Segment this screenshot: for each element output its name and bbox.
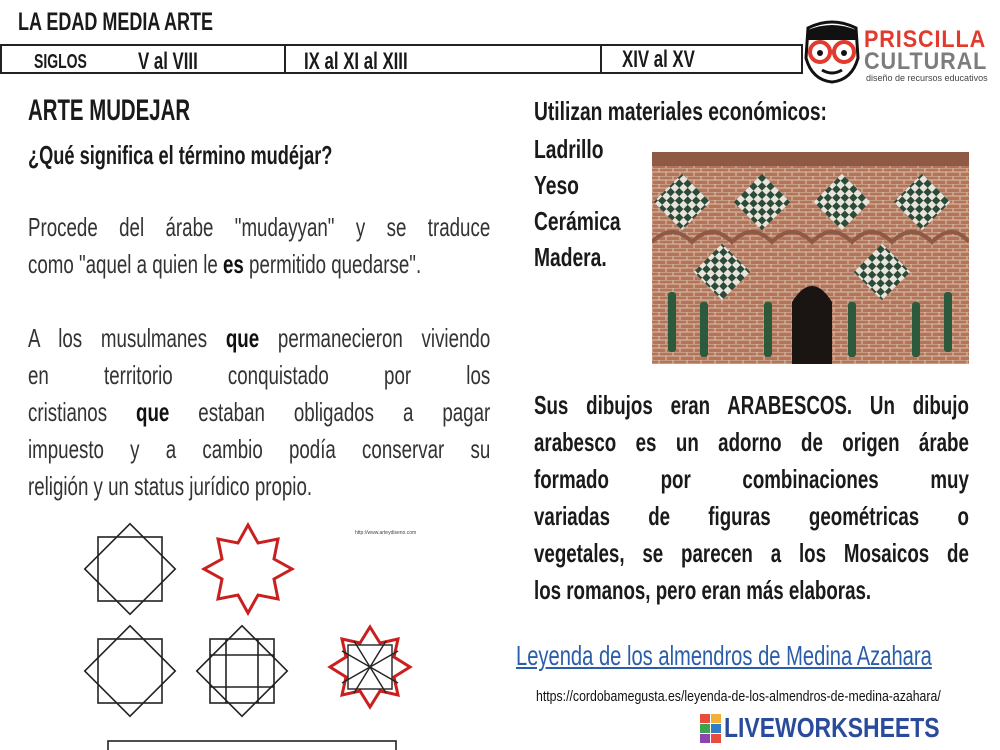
- paragraph-line: vegetales, se parecen a los Mosaicos de: [534, 538, 969, 568]
- paragraph-line: en territorio conquistado por los: [28, 360, 491, 390]
- timeline-divider: [284, 46, 286, 74]
- paragraph-line: religión y un status jurídico propio.: [28, 471, 313, 501]
- paragraph-line: variadas de figuras geométricas o: [534, 501, 969, 531]
- timeline-divider: [600, 46, 602, 74]
- legend-url-text: https://cordobamegusta.es/leyenda-de-los-almendros-de-medina-azahara/: [536, 688, 941, 705]
- logo-name-line2: CULTURAL: [864, 48, 988, 75]
- glasses-face-icon: [800, 18, 864, 90]
- paragraph-line: formado por combinaciones muy: [534, 464, 969, 494]
- section-heading: ARTE MUDEJAR: [28, 94, 191, 127]
- logo-tagline: diseño de recursos educativos: [866, 73, 988, 83]
- liveworksheets-brand: LIVEWORKSHEETS: [724, 712, 940, 743]
- centuries-timeline: [0, 44, 803, 74]
- definition-paragraph: [28, 212, 490, 286]
- paragraph-line: impuesto y a cambio podía conservar su: [28, 434, 491, 464]
- materials-title: Utilizan materiales económicos:: [534, 96, 827, 126]
- paragraph-line: los romanos, pero eran más elaboras.: [534, 575, 872, 605]
- logo-name-line1: PRISCILLA: [864, 26, 987, 53]
- paragraph-line: Sus dibujos eran ARABESCOS. Un dibujo: [534, 390, 969, 420]
- material-item: Madera.: [534, 242, 607, 272]
- paragraph-line: Procede del árabe "mudayyan" y se traduce: [28, 212, 491, 242]
- paragraph-line: arabesco es un adorno de origen árabe: [534, 427, 969, 457]
- timeline-segment-3: XIV al XV: [622, 46, 695, 73]
- paragraph-line: A los musulmanes que permanecieron viviendo: [28, 323, 491, 353]
- priscilla-cultural-logo: [800, 18, 988, 90]
- legend-link[interactable]: Leyenda de los almendros de Medina Azahara: [516, 640, 932, 671]
- liveworksheets-blocks-icon: [700, 714, 722, 744]
- mudejar-paragraph: [28, 323, 490, 508]
- question-heading: ¿Qué significa el término mudéjar?: [28, 140, 333, 170]
- mudejar-tower-photo: [652, 152, 969, 364]
- geometric-stars-illustration: [80, 515, 430, 750]
- material-item: Yeso: [534, 170, 579, 200]
- timeline-segment-2: IX al XI al XIII: [304, 48, 408, 75]
- stars-source-credit: http://www.arteydiseno.com: [355, 530, 417, 536]
- arabesque-paragraph: [534, 390, 1000, 612]
- paragraph-line: cristianos que estaban obligados a pagar: [28, 397, 491, 427]
- paragraph-line: como "aquel a quien le es permitido quedarse".: [28, 249, 422, 279]
- material-item: Cerámica: [534, 206, 621, 236]
- timeline-label: SIGLOS: [34, 51, 87, 73]
- document-title: LA EDAD MEDIA ARTE: [18, 8, 213, 36]
- liveworksheets-logo: [700, 712, 1000, 746]
- material-item: Ladrillo: [534, 134, 604, 164]
- timeline-segment-1: V al VIII: [138, 48, 198, 75]
